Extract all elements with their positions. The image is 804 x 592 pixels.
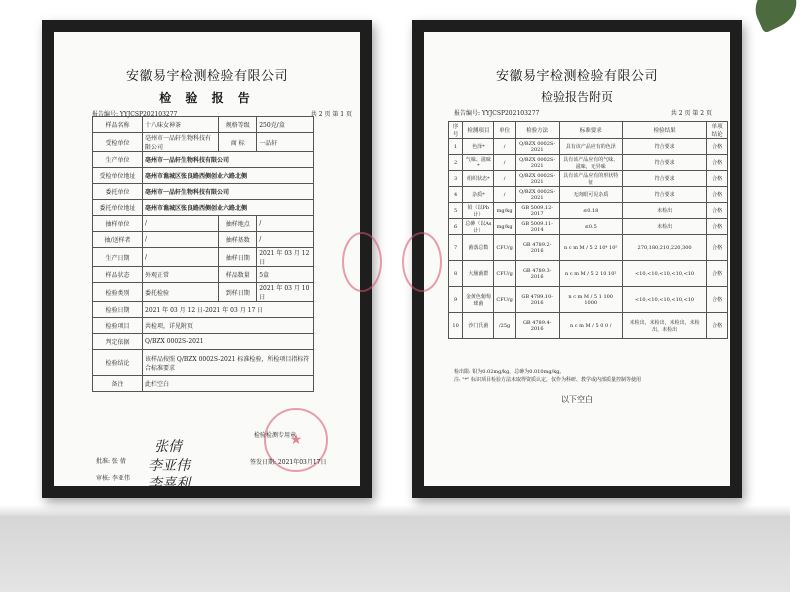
results-column-header: 单位 bbox=[494, 122, 515, 139]
results-column-header: 单项结论 bbox=[707, 122, 728, 139]
results-cell-method: GB 4789.2-2016 bbox=[515, 235, 559, 261]
results-cell-conc: 合格 bbox=[707, 187, 728, 203]
results-cell-unit: CFU/g bbox=[494, 261, 515, 287]
info-label-secondary: 规格等级 bbox=[219, 117, 257, 133]
info-row bbox=[93, 318, 314, 334]
results-cell-conc: 合格 bbox=[707, 171, 728, 187]
results-cell-result: 未检出 bbox=[622, 219, 706, 235]
results-row bbox=[449, 139, 728, 155]
inspection-report-appendix bbox=[424, 32, 730, 486]
info-value-secondary: 一品轩 bbox=[257, 133, 314, 152]
seal-star-icon: ★ bbox=[289, 432, 303, 448]
results-cell-result: 未检出，未检出，未检出，未检出，未检出 bbox=[622, 313, 706, 339]
results-cell-result: <10,<10,<10,<10,<10 bbox=[622, 287, 706, 313]
results-cell-item: 菌落总数 bbox=[463, 235, 494, 261]
page-indicator: 共 2 页 第 1 页 bbox=[310, 111, 352, 118]
info-value-secondary: 2021 年 03 月 10 日 bbox=[257, 283, 314, 302]
info-value-secondary: 250克/盒 bbox=[257, 117, 314, 133]
reviewer-label: 审核: 李亚伟 bbox=[96, 475, 130, 482]
detection-limit-note: 检出限: 铅为0.02mg/kg，总砷为0.010mg/kg。 bbox=[454, 369, 565, 375]
info-value-secondary: / bbox=[257, 232, 314, 248]
info-value: 亳州市谯城区张良路西侧创业六路北侧 bbox=[143, 168, 314, 184]
results-cell-unit: CFU/g bbox=[494, 287, 515, 313]
edge-seal-right bbox=[402, 232, 442, 292]
info-row bbox=[93, 267, 314, 283]
results-row bbox=[449, 235, 728, 261]
results-cell-unit: mg/kg bbox=[494, 219, 515, 235]
results-cell-req: ≤0.5 bbox=[559, 219, 622, 235]
results-cell-conc: 合格 bbox=[707, 235, 728, 261]
info-label-secondary: 抽样地点 bbox=[219, 216, 257, 232]
results-column-header: 标准要求 bbox=[559, 122, 622, 139]
results-cell-method: GB 5009.12-2017 bbox=[515, 203, 559, 219]
results-cell-unit: / bbox=[494, 155, 515, 171]
info-row bbox=[93, 334, 314, 350]
results-cell-req: 无肉眼可见杂质 bbox=[559, 187, 622, 203]
results-cell-req: 具有该产品应有的气味、滋味，无异味 bbox=[559, 155, 622, 171]
approver-label: 批准: 张 倩 bbox=[96, 458, 126, 465]
info-label: 检验日期 bbox=[93, 302, 143, 318]
info-row bbox=[93, 168, 314, 184]
results-column-header: 检验结果 bbox=[622, 122, 706, 139]
results-cell-no: 10 bbox=[449, 313, 463, 339]
results-cell-method: GB 4789.4-2016 bbox=[515, 313, 559, 339]
report-number-appendix: 报告编号: YYJCSP202103277 bbox=[454, 110, 540, 117]
info-row bbox=[93, 200, 314, 216]
report-number: 报告编号: YYJCSP202103277 bbox=[92, 111, 178, 118]
results-cell-req: ≤0.18 bbox=[559, 203, 622, 219]
info-row bbox=[93, 350, 314, 376]
info-label-secondary: 商 标 bbox=[219, 133, 257, 152]
results-row bbox=[449, 219, 728, 235]
info-value: 2021 年 03 月 12 日-2021 年 03 月 17 日 bbox=[143, 302, 314, 318]
right-certificate-frame bbox=[412, 20, 742, 498]
results-cell-unit: / bbox=[494, 171, 515, 187]
info-value-secondary: 5盒 bbox=[257, 267, 314, 283]
company-name: 安徽易宇检测检验有限公司 bbox=[125, 69, 288, 84]
info-label: 样品状态 bbox=[93, 267, 143, 283]
results-cell-req: n c m M / 5 2 10⁴ 10⁵ bbox=[559, 235, 622, 261]
info-row bbox=[93, 376, 314, 392]
appendix-title: 检验报告附页 bbox=[540, 90, 613, 104]
results-cell-req: 具有该产品应有的色泽 bbox=[559, 139, 622, 155]
reviewer-signature: 李亚伟 bbox=[148, 458, 190, 474]
results-cell-no: 1 bbox=[449, 139, 463, 155]
results-cell-method: Q/BZX 0002S-2021 bbox=[515, 171, 559, 187]
issue-date: 签发日期: 2021年03月17日 bbox=[250, 459, 327, 466]
info-label: 备注 bbox=[93, 376, 143, 392]
info-value: / bbox=[143, 216, 219, 232]
info-label: 受检单位地址 bbox=[93, 168, 143, 184]
results-cell-conc: 合格 bbox=[707, 155, 728, 171]
info-label-secondary: 样品数量 bbox=[219, 267, 257, 283]
edge-seal bbox=[342, 232, 382, 292]
results-cell-result: <10,<10,<10,<10,<10 bbox=[622, 261, 706, 287]
info-label: 抽样单位 bbox=[93, 216, 143, 232]
info-value: 该样品按照 Q/BZX 0002S-2021 标准检验，所检项目指标符合标准要求 bbox=[143, 350, 314, 376]
plant-leaf-decoration bbox=[748, 0, 804, 33]
results-cell-conc: 合格 bbox=[707, 313, 728, 339]
results-cell-no: 4 bbox=[449, 187, 463, 203]
info-row bbox=[93, 184, 314, 200]
results-row bbox=[449, 261, 728, 287]
results-cell-conc: 合格 bbox=[707, 261, 728, 287]
left-certificate-frame bbox=[42, 20, 372, 498]
info-label: 检验结论 bbox=[93, 350, 143, 376]
info-row bbox=[93, 283, 314, 302]
results-cell-result: 符合要求 bbox=[622, 187, 706, 203]
info-row bbox=[93, 152, 314, 168]
results-column-header: 检验方法 bbox=[515, 122, 559, 139]
info-label-secondary: 抽样日期 bbox=[219, 248, 257, 267]
info-value: / bbox=[143, 248, 219, 267]
info-row bbox=[93, 248, 314, 267]
company-name-appendix: 安徽易宇检测检验有限公司 bbox=[495, 69, 658, 84]
info-label-secondary: 到样日期 bbox=[219, 283, 257, 302]
results-cell-conc: 合格 bbox=[707, 203, 728, 219]
results-row bbox=[449, 287, 728, 313]
results-row bbox=[449, 155, 728, 171]
inspector-signature: 李喜利 bbox=[148, 476, 190, 492]
results-column-header: 序号 bbox=[449, 122, 463, 139]
inspector-label: 主检: 李喜利 bbox=[96, 492, 130, 499]
results-cell-unit: /25g bbox=[494, 313, 515, 339]
results-cell-conc: 合格 bbox=[707, 219, 728, 235]
results-row bbox=[449, 203, 728, 219]
results-cell-no: 9 bbox=[449, 287, 463, 313]
info-value: 委托检验 bbox=[143, 283, 219, 302]
info-row bbox=[93, 133, 314, 152]
info-value-secondary: 2021 年 03 月 12 日 bbox=[257, 248, 314, 267]
info-label-secondary: 抽样基数 bbox=[219, 232, 257, 248]
results-cell-item: 沙门氏菌 bbox=[463, 313, 494, 339]
results-cell-method: GB 4789.3-2016 bbox=[515, 261, 559, 287]
info-label: 生产日期 bbox=[93, 248, 143, 267]
info-value: 此栏空白 bbox=[143, 376, 314, 392]
results-row bbox=[449, 171, 728, 187]
report-title: 检 验 报 告 bbox=[159, 91, 255, 105]
results-column-header: 检测项目 bbox=[463, 122, 494, 139]
results-cell-req: n c m M / 5 2 10 10² bbox=[559, 261, 622, 287]
report-info-table bbox=[92, 116, 314, 392]
results-cell-unit: / bbox=[494, 187, 515, 203]
results-cell-req: n c m M / 5 0 0 / bbox=[559, 313, 622, 339]
info-label: 样品名称 bbox=[93, 117, 143, 133]
results-cell-req: n c m M / 5 1 100 1000 bbox=[559, 287, 622, 313]
info-label: 委托单位地址 bbox=[93, 200, 143, 216]
info-value: / bbox=[143, 232, 219, 248]
appendix-subheader bbox=[454, 108, 712, 117]
approver-signature: 张倩 bbox=[154, 439, 182, 455]
results-cell-no: 8 bbox=[449, 261, 463, 287]
results-cell-item: 杂质* bbox=[463, 187, 494, 203]
results-cell-result: 未检出 bbox=[622, 203, 706, 219]
results-cell-method: Q/BZX 0002S-2021 bbox=[515, 155, 559, 171]
results-cell-item: 总砷（以As计） bbox=[463, 219, 494, 235]
info-label: 生产单位 bbox=[93, 152, 143, 168]
results-cell-method: Q/BZX 0002S-2021 bbox=[515, 187, 559, 203]
appendix-notes bbox=[454, 368, 641, 384]
results-cell-item: 色泽* bbox=[463, 139, 494, 155]
results-cell-item: 组织状态* bbox=[463, 171, 494, 187]
results-cell-no: 3 bbox=[449, 171, 463, 187]
info-label: 委托单位 bbox=[93, 184, 143, 200]
info-label: 检验项目 bbox=[93, 318, 143, 334]
results-cell-no: 7 bbox=[449, 235, 463, 261]
info-value: 外观正常 bbox=[143, 267, 219, 283]
results-cell-item: 气味、滋味* bbox=[463, 155, 494, 171]
results-cell-unit: CFU/g bbox=[494, 235, 515, 261]
info-value: 共检项，详见附页 bbox=[143, 318, 314, 334]
results-cell-method: GB 5009.11-2014 bbox=[515, 219, 559, 235]
results-cell-item: 大肠菌群 bbox=[463, 261, 494, 287]
results-cell-conc: 合格 bbox=[707, 139, 728, 155]
floor-surface bbox=[0, 516, 790, 592]
info-row bbox=[93, 117, 314, 133]
inspection-report-page-1 bbox=[54, 32, 360, 499]
results-cell-result: 符合要求 bbox=[622, 171, 706, 187]
info-label: 检验类别 bbox=[93, 283, 143, 302]
info-label: 受检单位 bbox=[93, 133, 143, 152]
results-cell-no: 2 bbox=[449, 155, 463, 171]
info-value: 亳州市一品轩生物科技有限公司 bbox=[143, 133, 219, 152]
results-cell-item: 金黄色葡萄球菌 bbox=[463, 287, 494, 313]
info-label: 抽/送样者 bbox=[93, 232, 143, 248]
results-row bbox=[449, 187, 728, 203]
end-marker: 以下空白 bbox=[561, 395, 593, 404]
results-cell-req: 具有该产品应有的形状特征 bbox=[559, 171, 622, 187]
results-cell-method: GB 4789.10-2016 bbox=[515, 287, 559, 313]
test-results-table bbox=[448, 121, 728, 339]
results-cell-method: Q/BZX 0002S-2021 bbox=[515, 139, 559, 155]
info-value: 亳州市一品轩生物科技有限公司 bbox=[143, 152, 314, 168]
results-cell-no: 5 bbox=[449, 203, 463, 219]
info-value: 亳州市谯城区张良路西侧创业六路北侧 bbox=[143, 200, 314, 216]
page-indicator-appendix: 共 2 页 第 2 页 bbox=[670, 110, 712, 117]
info-value: 亳州市一品轩生物科技有限公司 bbox=[143, 184, 314, 200]
results-cell-result: 符合要求 bbox=[622, 155, 706, 171]
stamp-label: 检验检测专用章 bbox=[254, 432, 297, 439]
info-value: 十八味女神茶 bbox=[143, 117, 219, 133]
results-cell-unit: / bbox=[494, 139, 515, 155]
results-cell-result: 270,180,210,220,300 bbox=[622, 235, 706, 261]
info-row bbox=[93, 302, 314, 318]
results-cell-no: 6 bbox=[449, 219, 463, 235]
info-label: 判定依据 bbox=[93, 334, 143, 350]
results-cell-item: 铅（以Pb计） bbox=[463, 203, 494, 219]
results-cell-result: 符合要求 bbox=[622, 139, 706, 155]
qualification-note: 注: "*" 标识项目检验方法未取得资质认定，仅作为科研、教学或内部质量控制等使用 bbox=[454, 377, 641, 383]
info-value-secondary: / bbox=[257, 216, 314, 232]
results-cell-conc: 合格 bbox=[707, 287, 728, 313]
results-cell-unit: mg/kg bbox=[494, 203, 515, 219]
info-row bbox=[93, 232, 314, 248]
results-row bbox=[449, 313, 728, 339]
info-row bbox=[93, 216, 314, 232]
info-value: Q/BZX 0002S-2021 bbox=[143, 334, 314, 350]
